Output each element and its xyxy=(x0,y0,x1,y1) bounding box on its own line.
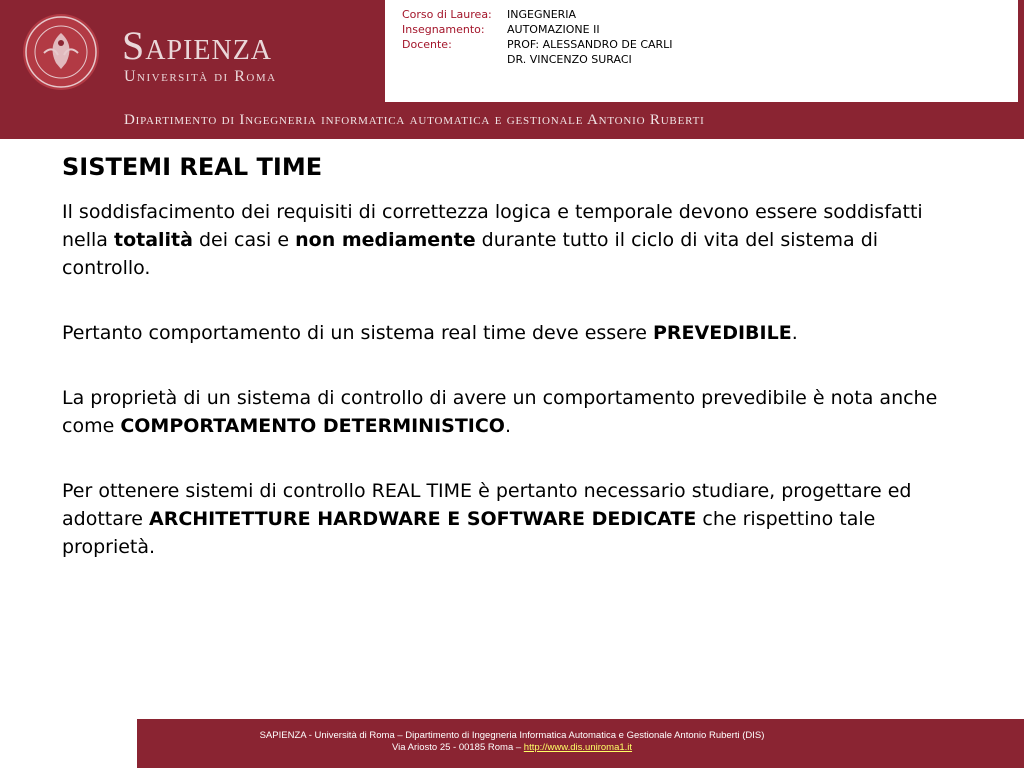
paragraph-predictable xyxy=(62,319,962,347)
bold-text: non mediamente xyxy=(295,229,476,251)
university-name: Università di Roma xyxy=(124,68,277,85)
paragraph-architectures xyxy=(62,477,962,561)
course-label: Docente: xyxy=(402,38,452,51)
course-value: PROF: ALESSANDRO DE CARLI xyxy=(507,38,673,51)
slide-title: SISTEMI REAL TIME xyxy=(62,153,323,181)
course-value: AUTOMAZIONE II xyxy=(507,23,600,36)
text-run: dei casi e xyxy=(192,229,296,251)
course-row-teacher-2 xyxy=(402,52,673,67)
footer-address: Via Ariosto 25 - 00185 Roma – xyxy=(391,742,524,753)
course-label xyxy=(402,52,507,67)
text-run: Per ottenere sistemi di controllo REAL TIME è pertanto necessario studiare, progettare ed adottare xyxy=(62,480,912,530)
text-run: . xyxy=(791,322,798,344)
course-row-teacher xyxy=(402,37,673,52)
text-run: durante tutto il ciclo di vita del sistema di controllo. xyxy=(62,229,879,279)
slide-content xyxy=(62,150,962,598)
paragraph-deterministic xyxy=(62,384,962,440)
text-run: che rispettino tale proprietà. xyxy=(62,508,876,558)
bold-text: PREVEDIBILE xyxy=(653,322,792,344)
text-run: La proprietà di un sistema di controllo di avere un comportamento prevedibile è nota anche come xyxy=(62,387,938,437)
bold-text: COMPORTAMENTO DETERMINISTICO xyxy=(120,415,505,437)
footer-text xyxy=(137,730,887,754)
course-value: DR. VINCENZO SURACI xyxy=(507,53,632,66)
text-run: . xyxy=(504,415,511,437)
course-label: Corso di Laurea: xyxy=(402,8,492,21)
brand-wordmark: Sapienza xyxy=(122,23,273,68)
footer-line-2 xyxy=(137,742,887,754)
sapienza-seal-icon xyxy=(22,13,100,91)
course-info xyxy=(402,7,673,67)
footer-line-1: SAPIENZA - Università di Roma – Dipartimento di Ingegneria Informatica Automatica e Gestionale Antonio Ruberti (DIS) xyxy=(259,730,765,741)
course-label: Insegnamento: xyxy=(402,23,485,36)
course-value: INGEGNERIA xyxy=(507,8,577,21)
footer-website-link[interactable]: http://www.dis.uniroma1.it xyxy=(523,742,633,753)
department-title: Dipartimento di Ingegneria informatica automatica e gestionale Antonio Ruberti xyxy=(124,112,705,128)
paragraph-requirements xyxy=(62,198,962,282)
text-run: Pertanto comportamento di un sistema real time deve essere xyxy=(62,322,653,344)
header-edge-stripe xyxy=(1018,0,1024,102)
bold-text: totalità xyxy=(113,229,193,251)
text-run: Il soddisfacimento dei requisiti di correttezza logica e temporale devono essere soddisfatti nella xyxy=(62,201,923,251)
course-row-subject xyxy=(402,22,673,37)
bold-text: ARCHITETTURE HARDWARE E SOFTWARE DEDICATE xyxy=(149,508,697,530)
course-row-degree xyxy=(402,7,673,22)
